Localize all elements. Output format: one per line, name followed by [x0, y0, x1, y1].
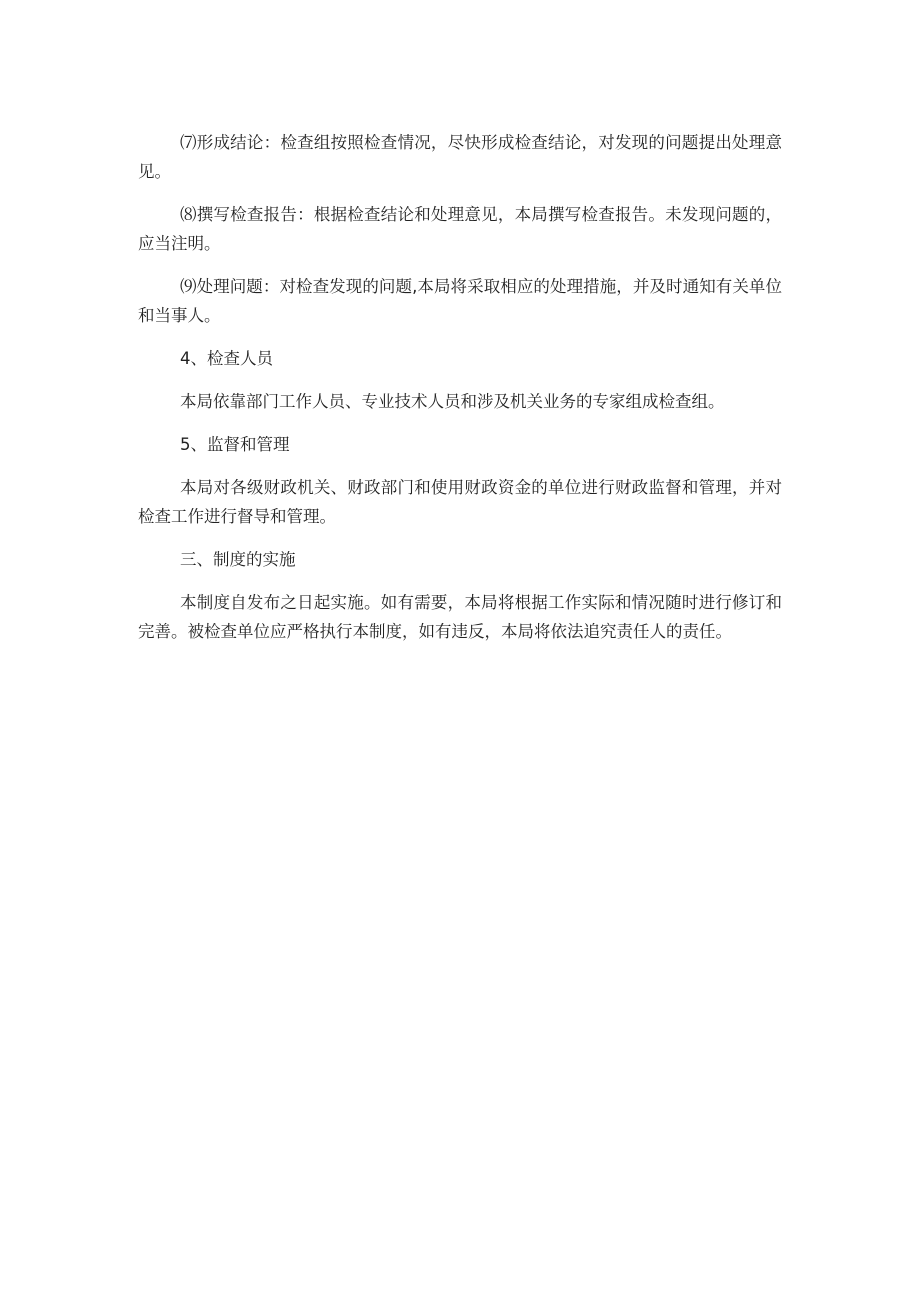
paragraph-step-9-handling: ⑼处理问题：对检查发现的问题,本局将采取相应的处理措施，并及时通知有关单位和当事人。: [138, 277, 782, 325]
paragraph-inspectors: 本局依靠部门工作人员、专业技术人员和涉及机关业务的专家组成检查组。: [180, 392, 725, 411]
paragraph-step-8-report: ⑻撰写检查报告：根据检查结论和处理意见，本局撰写检查报告。未发现问题的，应当注明。: [138, 205, 782, 253]
paragraph-implementation: 本制度自发布之日起实施。如有需要，本局将根据工作实际和情况随时进行修订和完善。被检查单位应严格执行本制度，如有违反，本局将依法追究责任人的责任。: [138, 593, 782, 641]
section-heading-supervision: 5、监督和管理: [180, 435, 290, 454]
section-heading-implementation: 三、制度的实施: [180, 550, 296, 569]
document-body: [138, 128, 782, 660]
section-heading-inspectors: 4、检查人员: [180, 349, 273, 368]
paragraph-supervision: 本局对各级财政机关、财政部门和使用财政资金的单位进行财政监督和管理，并对检查工作进行督导和管理。: [138, 478, 782, 526]
paragraph-step-7-conclusion: ⑺形成结论：检查组按照检查情况，尽快形成检查结论，对发现的问题提出处理意见。: [138, 133, 782, 181]
